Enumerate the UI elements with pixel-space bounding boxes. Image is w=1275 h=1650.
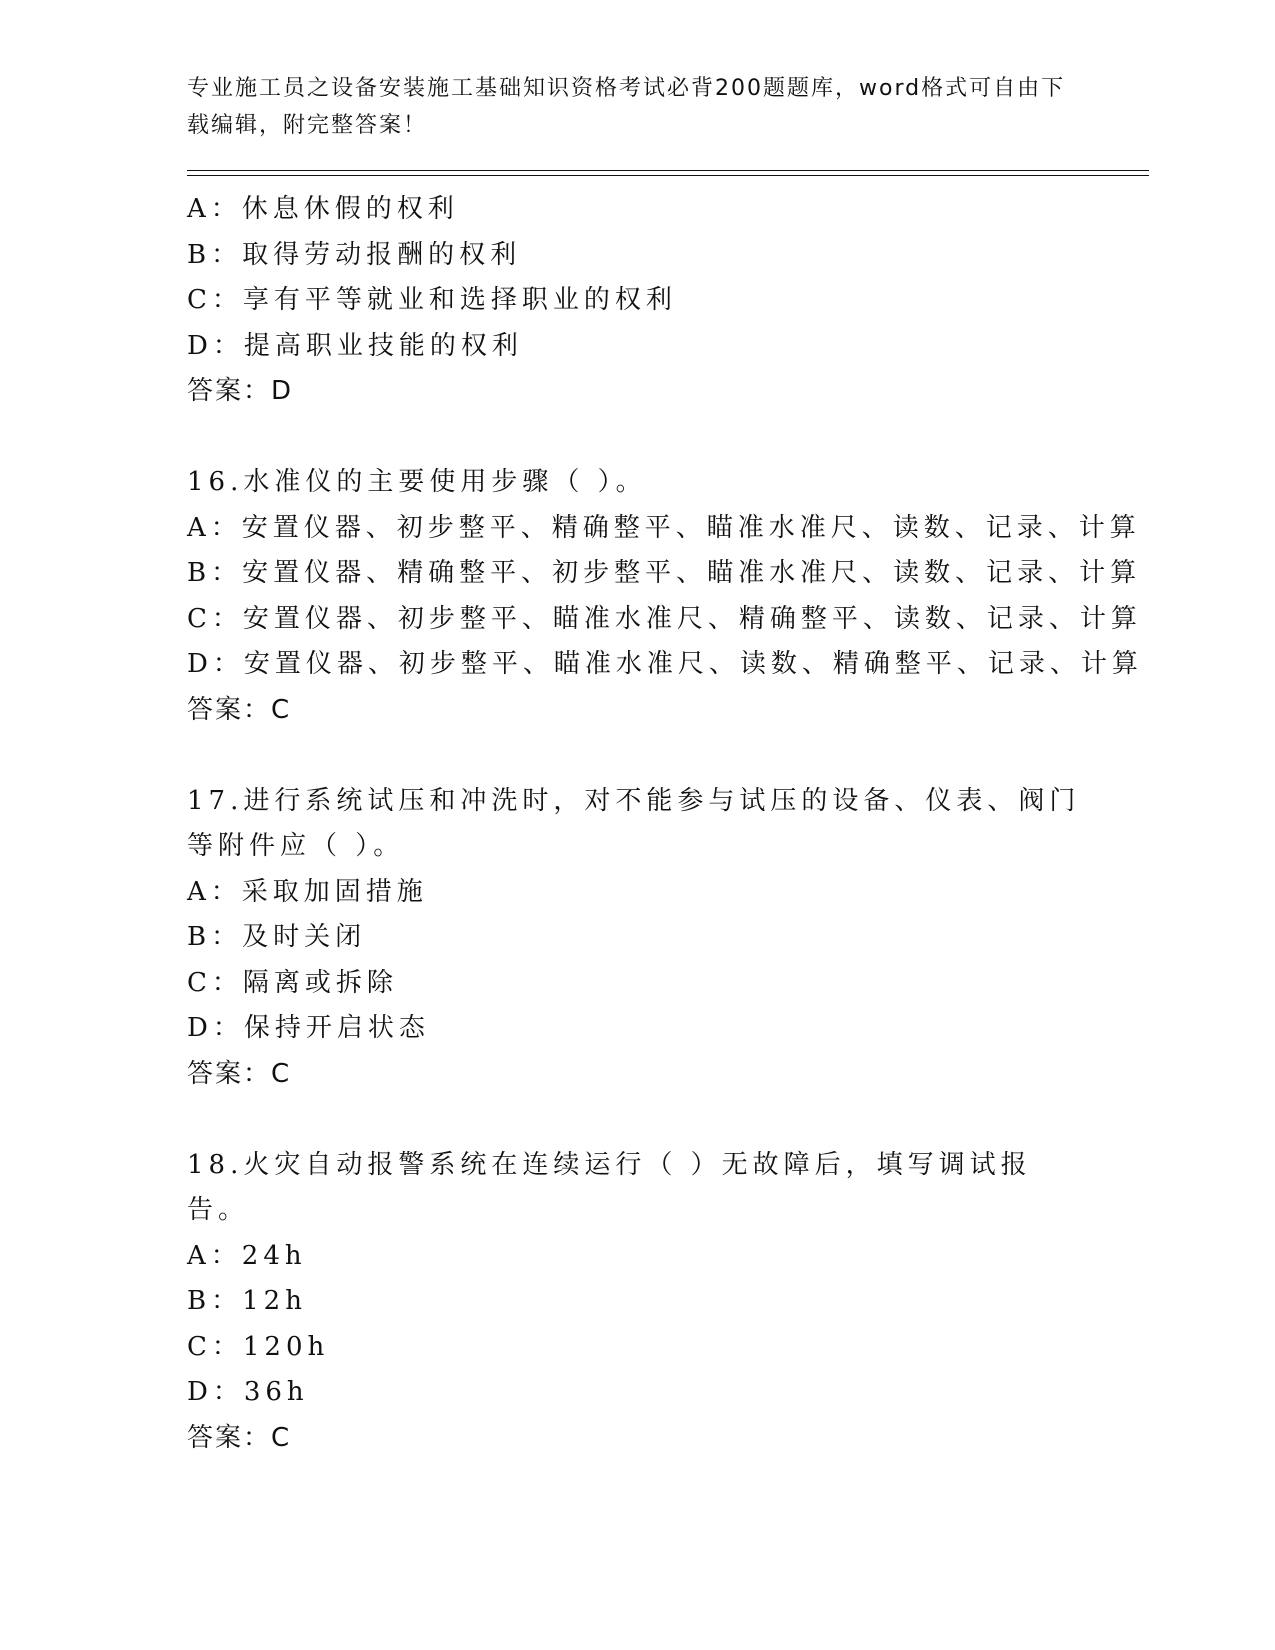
question-text: 17.进行系统试压和冲洗时，对不能参与试压的设备、仪表、阀门等附件应（ ）。 — [187, 785, 1081, 861]
document-header: 专业施工员之设备安装施工基础知识资格考试必背200题题库，word格式可自由下载编辑，附完整答案！ — [187, 76, 1066, 138]
option-c: C：安置仪器、初步整平、瞄准水准尺、精确整平、读数、记录、计算 — [187, 603, 1142, 634]
option-d: D：36h — [187, 1377, 309, 1407]
answer-line: 答案：D — [187, 376, 294, 406]
option-d: D：安置仪器、初步整平、瞄准水准尺、读数、精确整平、记录、计算 — [187, 649, 1143, 679]
option-a: A：安置仪器、初步整平、精确整平、瞄准水准尺、读数、记录、计算 — [187, 512, 1141, 543]
header-rule-bottom — [187, 175, 1149, 176]
question-text: 18.火灾自动报警系统在连续运行（ ）无故障后，填写调试报告。 — [187, 1149, 1032, 1225]
question-block-17 — [187, 779, 1087, 1098]
question-block-15 — [187, 187, 1087, 415]
answer-line: 答案：C — [187, 1422, 292, 1453]
option-a: A：24h — [187, 1240, 307, 1271]
answer-line: 答案：C — [187, 694, 292, 725]
option-a: A：采取加固措施 — [187, 876, 428, 907]
option-c: C：隔离或拆除 — [187, 967, 398, 998]
answer-line: 答案：C — [187, 1058, 292, 1089]
option-b: B：12h — [187, 1286, 307, 1316]
question-text: 16.水准仪的主要使用步骤（ ）。 — [187, 467, 647, 497]
header-rule-top — [187, 170, 1149, 171]
option-c: C：120h — [187, 1331, 330, 1362]
question-block-16 — [187, 460, 1143, 733]
option-a: A：休息休假的权利 — [187, 194, 459, 224]
option-c: C：享有平等就业和选择职业的权利 — [187, 285, 677, 315]
option-d: D：保持开启状态 — [187, 1013, 430, 1043]
option-b: B：取得劳动报酬的权利 — [187, 239, 522, 270]
option-b: B：安置仪器、精确整平、初步整平、瞄准水准尺、读数、记录、计算 — [187, 558, 1142, 588]
option-b: B：及时关闭 — [187, 922, 367, 952]
question-block-18 — [187, 1143, 1087, 1462]
question-list — [187, 187, 1143, 1461]
option-d: D：提高职业技能的权利 — [187, 330, 523, 361]
